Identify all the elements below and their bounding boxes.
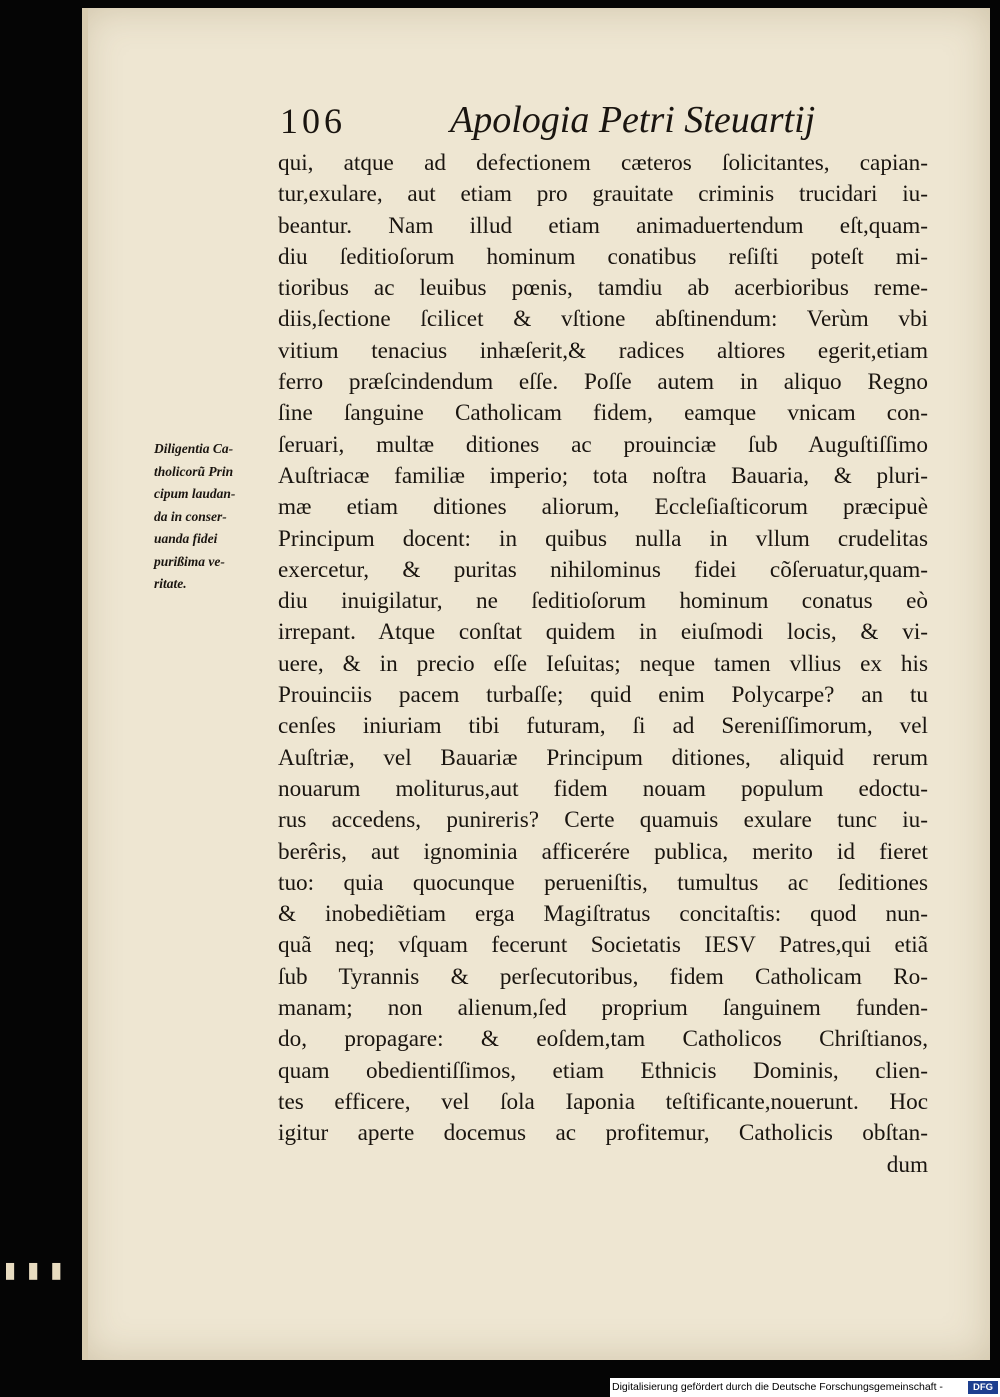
- text-line: diis,ſectione ſcilicet & vſtione abſtinendum: Verùm vbi: [278, 306, 928, 333]
- footer-credit: Digitalisierung gefördert durch die Deutsche Forschungsgemeinschaft -: [612, 1381, 943, 1393]
- text-line: ſeruari, multæ ditiones ac prouinciæ ſub Auguſtiſſimo: [278, 431, 928, 458]
- text-line: diu ſeditioſorum hominum conatibus reſiſti poteſt mi-: [278, 243, 928, 270]
- text-line: do, propagare: & eoſdem,tam Catholicos Chriſtianos,: [278, 1026, 928, 1053]
- body-text: [278, 148, 928, 1181]
- text-line: tur,exulare, aut etiam pro grauitate criminis trucidari iu-: [278, 181, 928, 208]
- page-number: 106: [280, 101, 346, 141]
- text-line: vitium tenacius inhæſerit,& radices altiores egerit,etiam: [278, 337, 928, 364]
- text-line: Prouinciis pacem turbaſſe; quid enim Polycarpe? an tu: [278, 682, 928, 709]
- text-line: nouarum moliturus,aut fidem nouam populum edoctu-: [278, 775, 928, 802]
- page-header: [280, 94, 920, 144]
- text-line: exercetur, & puritas nihilominus fidei cõſeruatur,quam-: [278, 556, 928, 583]
- text-line: quam obedientiſſimos, etiam Ethnicis Dominis, clien-: [278, 1057, 928, 1084]
- text-line: manam; non alienum,ſed proprium ſanguinem funden-: [278, 995, 928, 1022]
- marginal-note-line: ritate.: [154, 576, 187, 591]
- marginal-note-line: Diligentia Ca-: [154, 441, 234, 456]
- text-line: Principum docent: in quibus nulla in vllum crudelitas: [278, 525, 928, 552]
- text-line: ſine ſanguine Catholicam fidem, eamque vnicam con-: [278, 400, 928, 427]
- text-line: qui, atque ad defectionem cæteros ſolicitantes, capian-: [278, 150, 928, 176]
- dfg-logo-icon: DFG: [968, 1381, 998, 1394]
- text-line: quã neq; vſquam fecerunt Societatis IESV Patres,qui etiã: [278, 932, 928, 959]
- marginal-note-line: tholicorũ Prin: [154, 463, 234, 479]
- binding-thread-marks: ▮ ▮ ▮: [4, 1258, 65, 1283]
- marginal-note-line: da in conser-: [154, 508, 227, 524]
- text-line: beantur. Nam illud etiam animaduertendum eſt,quam-: [278, 212, 928, 239]
- marginal-note-line: purißima ve-: [154, 553, 225, 569]
- text-line: diu inuigilatur, ne ſeditioſorum hominum conatus eò: [278, 588, 928, 615]
- book-page: [82, 8, 990, 1360]
- text-line: igitur aperte docemus ac profitemur, Catholicis obſtan-: [278, 1120, 928, 1147]
- text-line: & inobediẽtiam erga Magiſtratus concitaſtis: quod nun-: [278, 901, 928, 928]
- text-line: berêris, aut ignominia afficerére publica, merito id fieret: [278, 838, 928, 865]
- text-line: Auſtriæ, vel Bauariæ Principum ditiones, aliquid rerum: [278, 744, 928, 771]
- text-line: tes efficere, vel ſola Iaponia teſtificante,nouerunt. Hoc: [278, 1088, 928, 1115]
- text-line: tioribus ac leuibus pœnis, tamdiu ab acerbioribus reme-: [278, 275, 928, 302]
- catchword: dum: [886, 1151, 928, 1178]
- text-line: ferro præſcindendum eſſe. Poſſe autem in aliquo Regno: [278, 369, 928, 396]
- marginal-note-line: cipum laudan-: [154, 486, 236, 501]
- running-title: Apologia Petri Steuartij: [450, 99, 816, 141]
- text-line: mæ etiam ditiones aliorum, Eccleſiaſticorum præcipuè: [278, 494, 928, 521]
- text-line: irrepant. Atque conſtat quidem in eiuſmodi locis, & vi-: [278, 619, 928, 646]
- text-line: uere, & in precio eſſe Ieſuitas; neque tamen vllius ex his: [278, 650, 928, 677]
- text-line: ſub Tyrannis & perſecutoribus, fidem Catholicam Ro-: [278, 963, 928, 990]
- digitization-footer: [610, 1378, 1000, 1397]
- page-edge: [82, 8, 88, 1360]
- text-line: rus accedens, punireris? Certe quamuis exulare tunc iu-: [278, 807, 928, 834]
- text-line: Auſtriacæ familiæ imperio; tota noſtra Bauaria, & pluri-: [278, 462, 928, 489]
- marginal-note-line: uanda fidei: [154, 531, 218, 546]
- text-line: tuo: quia quocunque perueniſtis, tumultus ac ſeditiones: [278, 869, 928, 896]
- text-line: cenſes iniuriam tibi futuram, ſi ad Sereniſſimorum, vel: [278, 713, 928, 740]
- marginal-note: [154, 438, 278, 596]
